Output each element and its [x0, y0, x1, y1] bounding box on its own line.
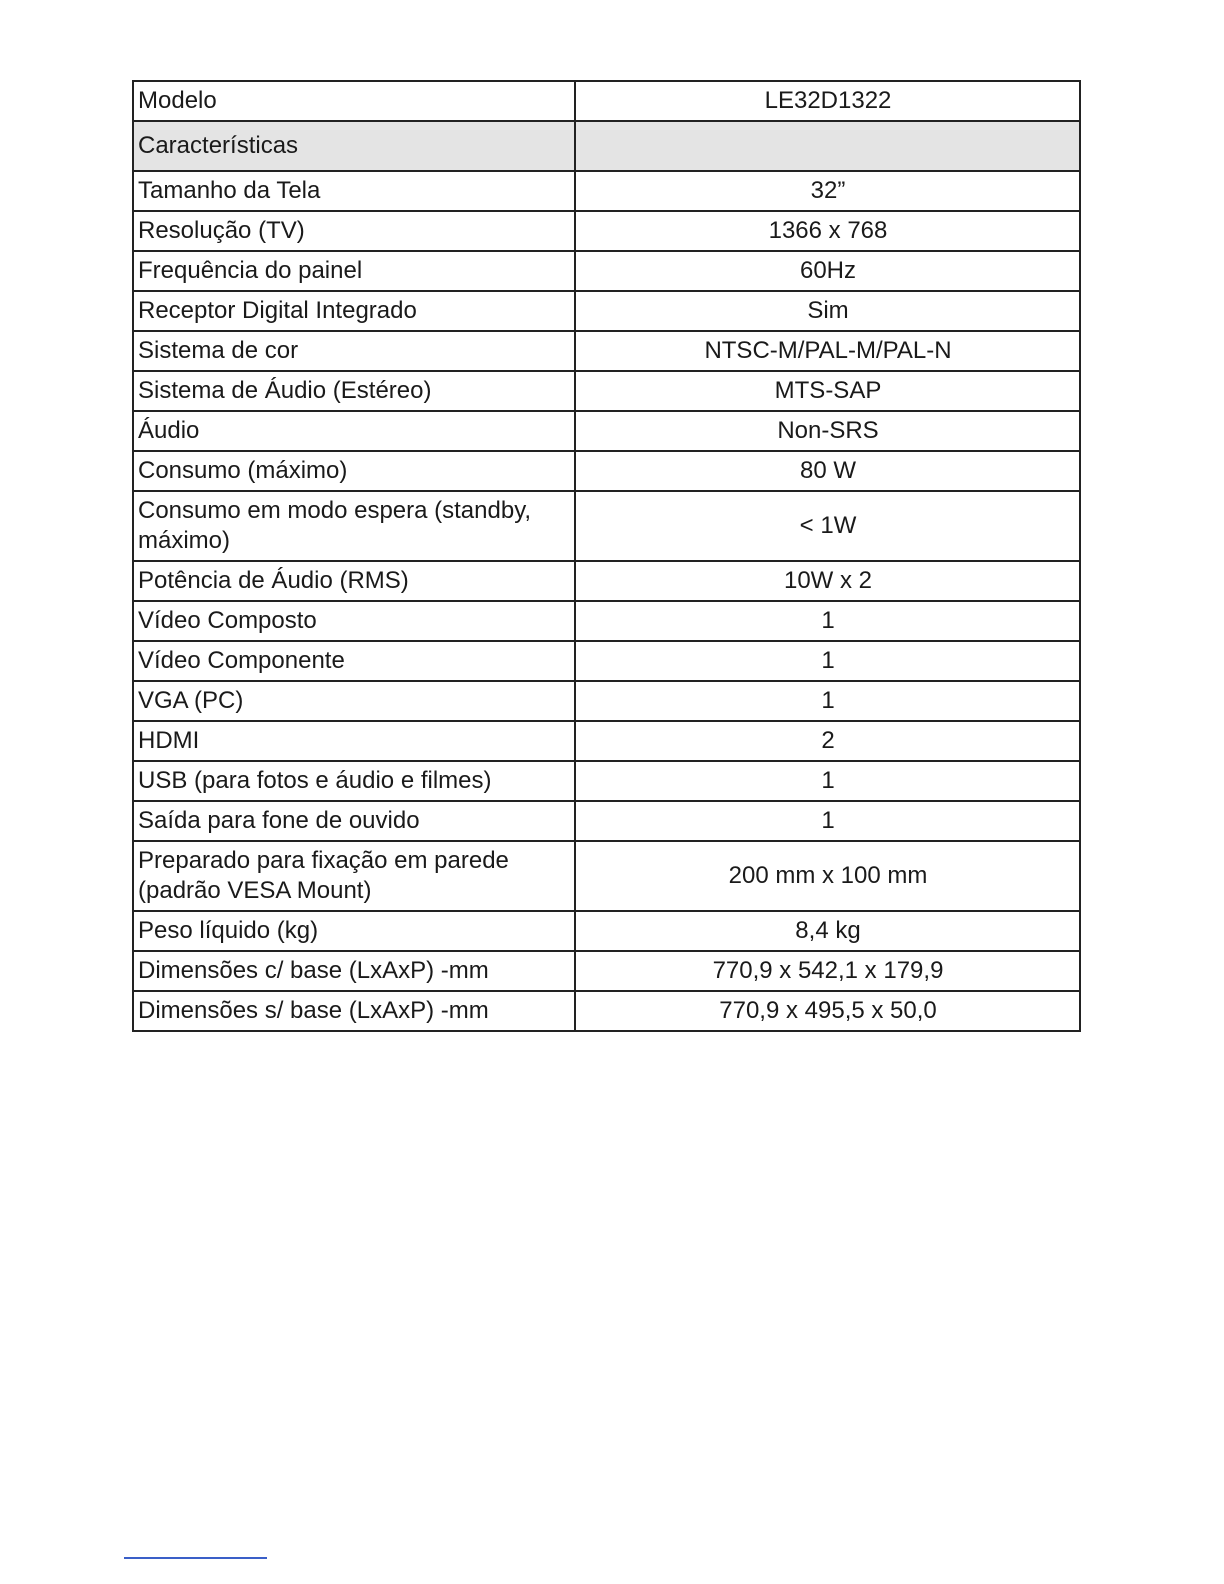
row-label: Frequência do painel	[133, 251, 575, 291]
row-value: 60Hz	[575, 251, 1080, 291]
row-value: 1366 x 768	[575, 211, 1080, 251]
table-row-section	[133, 121, 1080, 171]
row-value: Sim	[575, 291, 1080, 331]
row-label: Receptor Digital Integrado	[133, 291, 575, 331]
row-label: USB (para fotos e áudio e filmes)	[133, 761, 575, 801]
table-row	[133, 411, 1080, 451]
model-value: LE32D1322	[575, 81, 1080, 121]
table-row	[133, 371, 1080, 411]
row-label: HDMI	[133, 721, 575, 761]
row-value: 770,9 x 495,5 x 50,0	[575, 991, 1080, 1031]
row-label: Potência de Áudio (RMS)	[133, 561, 575, 601]
row-value: Non-SRS	[575, 411, 1080, 451]
table-row	[133, 491, 1080, 561]
row-label: Vídeo Composto	[133, 601, 575, 641]
row-value: 10W x 2	[575, 561, 1080, 601]
table-row	[133, 251, 1080, 291]
row-label: Vídeo Componente	[133, 641, 575, 681]
row-label: Sistema de Áudio (Estéreo)	[133, 371, 575, 411]
row-label: Dimensões s/ base (LxAxP) -mm	[133, 991, 575, 1031]
row-value: < 1W	[575, 491, 1080, 561]
table-row	[133, 211, 1080, 251]
row-label: Saída para fone de ouvido	[133, 801, 575, 841]
table-row	[133, 601, 1080, 641]
table-row	[133, 331, 1080, 371]
section-label: Características	[133, 121, 575, 171]
table-row	[133, 991, 1080, 1031]
row-value: 8,4 kg	[575, 911, 1080, 951]
row-value: 1	[575, 601, 1080, 641]
row-value: 32”	[575, 171, 1080, 211]
row-label: Tamanho da Tela	[133, 171, 575, 211]
row-value: 80 W	[575, 451, 1080, 491]
row-label: Consumo em modo espera (standby, máximo)	[133, 491, 575, 561]
row-value: 1	[575, 641, 1080, 681]
row-label: Consumo (máximo)	[133, 451, 575, 491]
table-row	[133, 681, 1080, 721]
table-row	[133, 641, 1080, 681]
table-row	[133, 291, 1080, 331]
footer-rule	[124, 1557, 267, 1559]
table-row	[133, 951, 1080, 991]
row-label: VGA (PC)	[133, 681, 575, 721]
row-value: 2	[575, 721, 1080, 761]
row-value: 770,9 x 542,1 x 179,9	[575, 951, 1080, 991]
section-value	[575, 121, 1080, 171]
model-label: Modelo	[133, 81, 575, 121]
row-value: 1	[575, 801, 1080, 841]
table-row	[133, 761, 1080, 801]
row-value: MTS-SAP	[575, 371, 1080, 411]
table-row	[133, 911, 1080, 951]
table-row	[133, 561, 1080, 601]
table-row	[133, 721, 1080, 761]
table-row	[133, 841, 1080, 911]
row-label: Dimensões c/ base (LxAxP) -mm	[133, 951, 575, 991]
table-row-model	[133, 81, 1080, 121]
row-value: NTSC-M/PAL-M/PAL-N	[575, 331, 1080, 371]
row-value: 1	[575, 761, 1080, 801]
row-value: 200 mm x 100 mm	[575, 841, 1080, 911]
row-label: Resolução (TV)	[133, 211, 575, 251]
row-label: Peso líquido (kg)	[133, 911, 575, 951]
table-row	[133, 171, 1080, 211]
row-label: Preparado para fixação em parede (padrão VESA Mount)	[133, 841, 575, 911]
row-value: 1	[575, 681, 1080, 721]
row-label: Áudio	[133, 411, 575, 451]
spec-table	[132, 80, 1081, 1032]
table-row	[133, 451, 1080, 491]
row-label: Sistema de cor	[133, 331, 575, 371]
table-row	[133, 801, 1080, 841]
